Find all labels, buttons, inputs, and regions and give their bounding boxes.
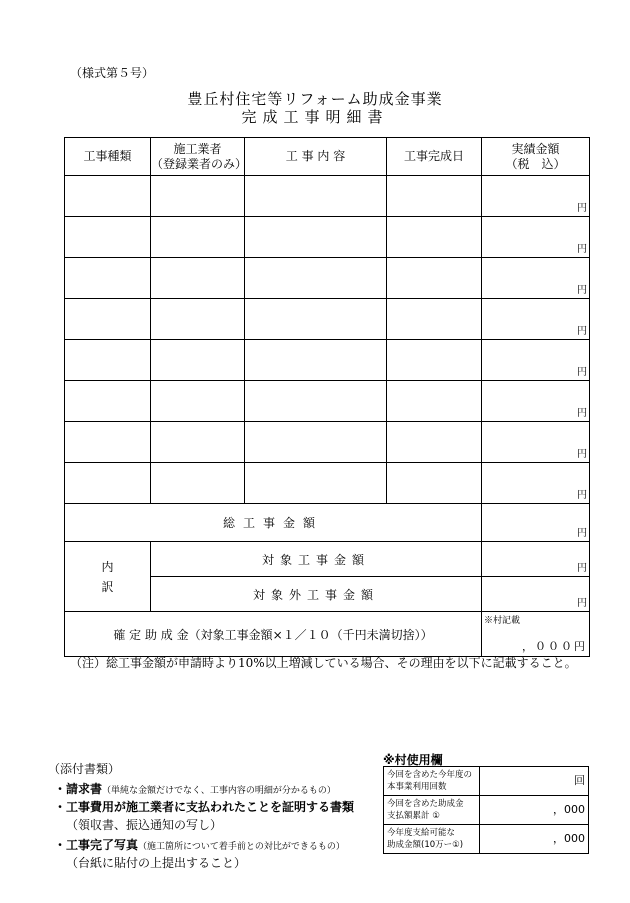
confirmed-row — [65, 612, 590, 657]
table-row — [65, 422, 590, 463]
attachment-item-payment-proof-main: ・工事費用が施工業者に支払われたことを証明する書類 — [54, 800, 355, 814]
header-contractor — [151, 138, 248, 176]
total-amount-cell[interactable] — [482, 504, 590, 542]
confirmed-grant-cell — [482, 612, 590, 657]
contractor-cell[interactable] — [151, 258, 245, 299]
content-cell[interactable] — [245, 217, 387, 258]
breakdown-label-text: 内訳 — [101, 559, 114, 594]
attachment-item-payment-proof-sub: （領収書、振込通知の写し） — [66, 818, 223, 832]
header-contractor-note: （登録業者のみ） — [151, 156, 248, 171]
completion-date-cell[interactable] — [387, 422, 482, 463]
contractor-cell[interactable] — [151, 463, 245, 504]
village-use-label-line1: 今回を含めた今年度の — [387, 770, 473, 780]
work-type-cell[interactable] — [65, 422, 151, 463]
village-use-row — [384, 796, 589, 825]
village-use-label-line2: 助成金額(10万ー①) — [387, 840, 464, 850]
completion-date-cell[interactable] — [387, 463, 482, 504]
work-type-cell[interactable] — [65, 176, 151, 217]
table-row — [65, 463, 590, 504]
total-row — [65, 504, 590, 542]
content-cell[interactable] — [245, 422, 387, 463]
header-work-type: 工事種類 — [65, 138, 151, 176]
target-amount-label: 対象工事金額 — [151, 542, 482, 577]
village-use-label — [384, 796, 480, 825]
amount-cell[interactable] — [482, 299, 590, 340]
contractor-cell[interactable] — [151, 299, 245, 340]
yen-label: 円 — [577, 203, 587, 214]
total-label: 総工事金額 — [65, 504, 482, 542]
contractor-cell[interactable] — [151, 381, 245, 422]
completion-date-cell[interactable] — [387, 340, 482, 381]
village-use-label-line2: 本事業利用回数 — [387, 782, 447, 792]
table-row — [65, 217, 590, 258]
contractor-cell[interactable] — [151, 422, 245, 463]
content-cell[interactable] — [245, 176, 387, 217]
completion-date-cell[interactable] — [387, 299, 482, 340]
non-target-amount-label: 対象外工事金額 — [151, 577, 482, 612]
village-note: ※村記載 — [484, 616, 521, 626]
confirmed-grant-value: ，０００円 — [522, 640, 587, 653]
table-row — [65, 381, 590, 422]
table-row — [65, 340, 590, 381]
yen-label: 円 — [577, 367, 587, 378]
confirmed-grant-label: 確 定 助 成 金（対象工事金額×１／１０（千円未満切捨）） — [65, 612, 482, 657]
target-row — [65, 542, 590, 577]
amount-cell[interactable] — [482, 422, 590, 463]
work-type-cell[interactable] — [65, 463, 151, 504]
amount-cell[interactable] — [482, 176, 590, 217]
non-target-amount-cell[interactable] — [482, 577, 590, 612]
village-use-row — [384, 825, 589, 854]
amount-cell[interactable] — [482, 381, 590, 422]
village-use-table — [383, 766, 589, 854]
attachment-item-invoice-note: （単純な金額だけでなく、工事内容の明細が分かるもの） — [102, 786, 336, 796]
amount-cell[interactable] — [482, 340, 590, 381]
village-use-label-line2: 支払額累計 ① — [387, 811, 440, 821]
contractor-cell[interactable] — [151, 176, 245, 217]
village-use-value: ，000 — [480, 825, 589, 854]
work-type-cell[interactable] — [65, 258, 151, 299]
header-completion-date: 工事完成日 — [387, 138, 482, 176]
attachment-item-photos-sub: （台紙に貼付の上提出すること） — [66, 856, 247, 870]
header-amount-note: （税 込） — [505, 156, 566, 171]
yen-label: 円 — [577, 528, 587, 539]
header-content: 工 事 内 容 — [245, 138, 387, 176]
contractor-cell[interactable] — [151, 217, 245, 258]
target-amount-cell[interactable] — [482, 542, 590, 577]
completion-date-cell[interactable] — [387, 217, 482, 258]
content-cell[interactable] — [245, 299, 387, 340]
amount-cell[interactable] — [482, 463, 590, 504]
page-title: 豊丘村住宅等リフォーム助成金事業 — [187, 90, 443, 108]
work-type-cell[interactable] — [65, 340, 151, 381]
table-row — [65, 258, 590, 299]
completion-date-cell[interactable] — [387, 381, 482, 422]
header-contractor-label: 施工業者 — [173, 141, 222, 156]
village-use-row — [384, 767, 589, 796]
yen-label: 円 — [577, 490, 587, 501]
contractor-cell[interactable] — [151, 340, 245, 381]
work-type-cell[interactable] — [65, 217, 151, 258]
yen-label: 円 — [577, 563, 587, 574]
village-use-label — [384, 767, 480, 796]
form-number: （様式第５号） — [70, 66, 155, 80]
amount-cell[interactable] — [482, 217, 590, 258]
yen-label: 円 — [577, 449, 587, 460]
yen-label: 円 — [577, 285, 587, 296]
completion-date-cell[interactable] — [387, 176, 482, 217]
yen-label: 円 — [577, 244, 587, 255]
work-type-cell[interactable] — [65, 381, 151, 422]
amount-cell[interactable] — [482, 258, 590, 299]
content-cell[interactable] — [245, 340, 387, 381]
attachment-item-invoice-main: ・請求書 — [54, 782, 103, 796]
completion-date-cell[interactable] — [387, 258, 482, 299]
content-cell[interactable] — [245, 258, 387, 299]
yen-label: 円 — [577, 598, 587, 609]
page-subtitle: 完成工事明細書 — [241, 108, 389, 126]
attachments-heading: （添付書類） — [48, 762, 121, 776]
attachment-item-photos-note: （施工箇所について着手前との対比ができるもの） — [138, 842, 345, 852]
header-amount — [482, 138, 590, 176]
village-use-label-line1: 今回を含めた助成金 — [387, 799, 464, 809]
breakdown-label — [65, 542, 151, 612]
village-use-label-line1: 今年度支給可能な — [387, 828, 456, 838]
table-row — [65, 299, 590, 340]
header-amount-label: 実績金額 — [511, 141, 560, 156]
content-cell[interactable] — [245, 381, 387, 422]
village-use-value: 回 — [480, 767, 589, 796]
content-cell[interactable] — [245, 463, 387, 504]
table-header-row — [65, 138, 590, 176]
table-row — [65, 176, 590, 217]
attachment-item-photos-main: ・工事完了写真 — [54, 838, 139, 852]
yen-label: 円 — [577, 408, 587, 419]
completion-table — [64, 137, 590, 657]
village-use-value: ，000 — [480, 796, 589, 825]
yen-label: 円 — [577, 326, 587, 337]
village-use-label — [384, 825, 480, 854]
attachment-item-invoice — [54, 780, 336, 797]
work-type-cell[interactable] — [65, 299, 151, 340]
attachment-item-payment-proof — [54, 798, 354, 815]
attachment-item-photos — [54, 836, 345, 853]
footnote: （注）総工事金額が申請時より10%以上増減している場合、その理由を以下に記載すること。 — [70, 656, 577, 670]
village-use-heading: ※村使用欄 — [383, 753, 443, 767]
